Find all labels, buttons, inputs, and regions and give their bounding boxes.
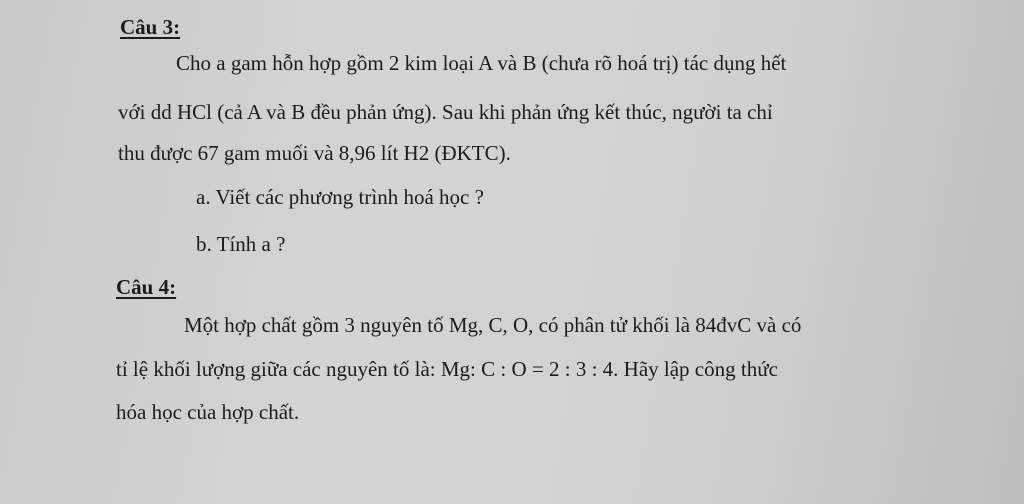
question-3-part-b: b. Tính a ? — [196, 232, 286, 256]
question-4-heading: Câu 4: — [116, 275, 177, 299]
question-3-line-1: Cho a gam hỗn hợp gồm 2 kim loại A và B (chưa rõ hoá trị) tác dụng hết — [176, 51, 787, 75]
question-3-line-2: với dd HCl (cả A và B đều phản ứng). Sau khi phản ứng kết thúc, người ta chỉ — [118, 100, 773, 124]
question-3-heading: Câu 3: — [120, 15, 181, 39]
question-4-line-1: Một hợp chất gồm 3 nguyên tố Mg, C, O, có phân tử khối là 84đvC và có — [184, 313, 802, 337]
question-4-line-2: tỉ lệ khối lượng giữa các nguyên tố là: Mg: C : O = 2 : 3 : 4. Hãy lập công thức — [116, 357, 778, 381]
question-4-line-3: hóa học của hợp chất. — [116, 400, 300, 424]
question-3-part-a: a. Viết các phương trình hoá học ? — [196, 185, 484, 209]
question-3-line-3: thu được 67 gam muối và 8,96 lít H2 (ĐKTC). — [118, 141, 511, 165]
